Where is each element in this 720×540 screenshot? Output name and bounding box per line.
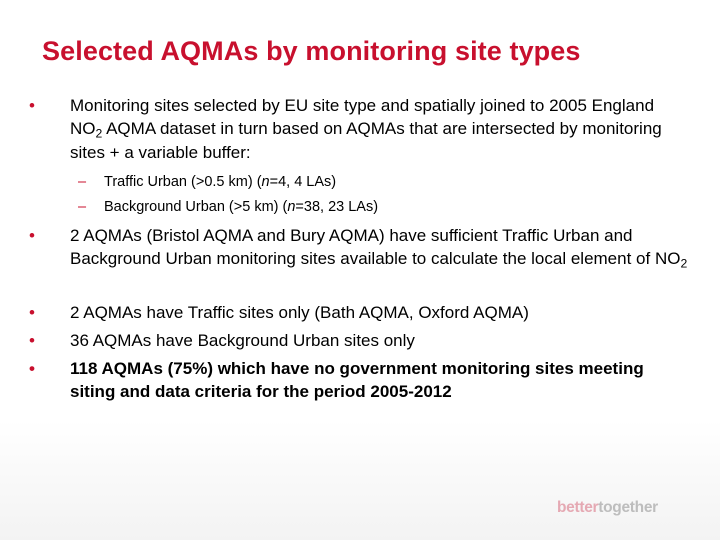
sub-bullet-text: Traffic Urban (>0.5 km) ( <box>104 174 262 190</box>
subscript-2: 2 <box>95 126 103 141</box>
bullet-text: 36 AQMAs have Background Urban sites only <box>70 331 415 350</box>
bullet-site-selection <box>29 94 690 164</box>
bullet-bristol-bury <box>29 224 690 271</box>
logo-bettertogether <box>557 499 658 517</box>
italic-n: n <box>287 199 296 215</box>
sub-bullet-traffic-urban <box>78 170 664 195</box>
bullet-marker: • <box>29 226 35 245</box>
italic-n: n <box>261 174 270 190</box>
dash-marker: – <box>78 174 87 190</box>
subscript-2: 2 <box>680 256 688 271</box>
sub-bullet-background-urban <box>78 195 664 220</box>
bullet-marker: • <box>29 331 35 350</box>
sub-bullet-text-cont: =4, 4 LAs) <box>269 174 337 190</box>
bullet-marker: • <box>29 96 35 115</box>
bullet-no-monitoring <box>29 357 690 404</box>
logo-better: better <box>557 499 599 516</box>
dash-marker: – <box>78 199 87 215</box>
sub-bullet-text-cont: =38, 23 LAs) <box>295 199 379 215</box>
logo-together: together <box>598 499 658 516</box>
bullet-text: 118 AQMAs (75%) which have no government monitoring sites meeting siting and data criteria for the period 2005-2012 <box>70 359 644 402</box>
bottom-gradient <box>0 420 720 540</box>
bullet-marker: • <box>29 303 35 322</box>
bullet-traffic-only <box>29 301 690 324</box>
bullet-text: 2 AQMAs have Traffic sites only (Bath AQMA, Oxford AQMA) <box>70 303 529 322</box>
slide-title: Selected AQMAs by monitoring site types <box>42 36 581 66</box>
bullet-text: 2 AQMAs (Bristol AQMA and Bury AQMA) have sufficient Traffic Urban and Background Urban monitoring sites available to calculate the local element of NO <box>70 226 681 269</box>
bullet-text-cont: AQMA dataset in turn based on AQMAs that are intersected by monitoring sites + a variable buffer: <box>70 119 662 162</box>
bullet-background-only <box>29 329 690 352</box>
bullet-marker: • <box>29 359 35 378</box>
sub-bullet-text: Background Urban (>5 km) ( <box>104 199 288 215</box>
bullet-text: Monitoring sites selected by EU site type and spatially joined to 2005 England NO <box>70 96 655 139</box>
